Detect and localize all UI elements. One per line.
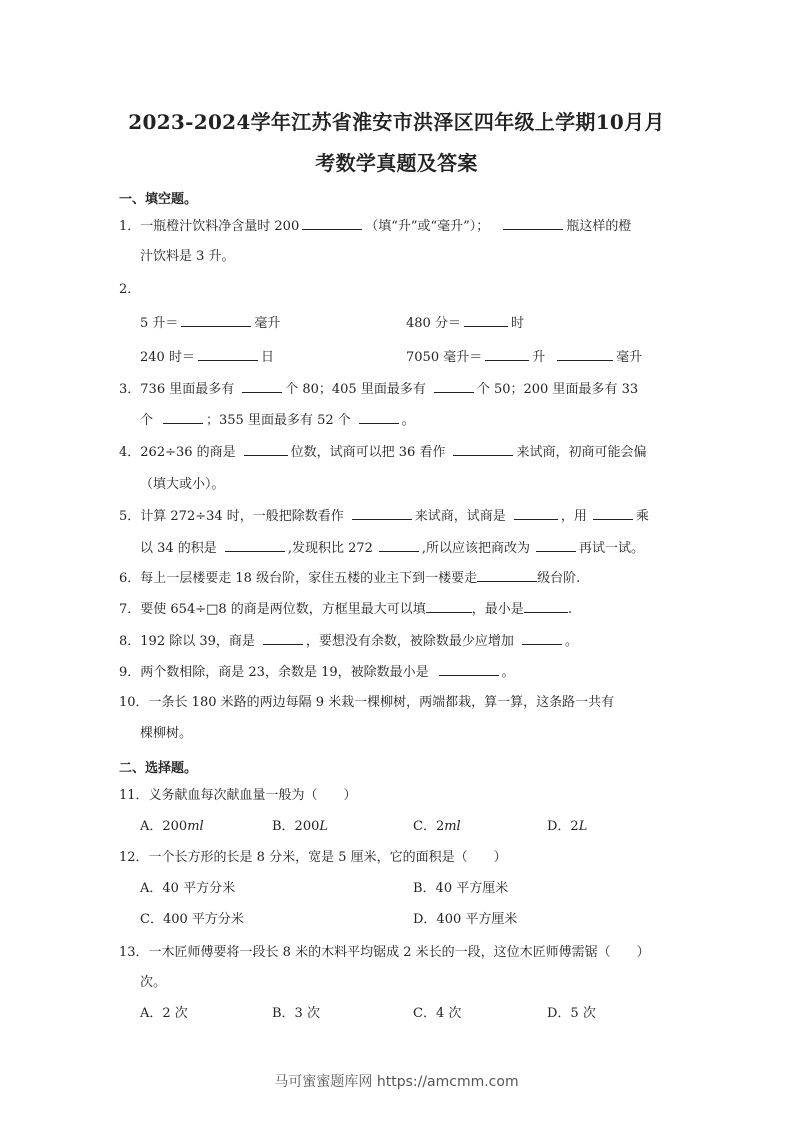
question-10-line-2 — [140, 726, 192, 742]
question-4-line-2: （填大或小）。 — [140, 477, 225, 492]
q12-option-b[interactable]: B．40 平方厘米 — [413, 881, 509, 896]
q5-text: 再试一试。 — [579, 541, 645, 556]
section-fill-blank-heading: 一、填空题。 — [119, 192, 198, 207]
option-text: B．200 — [272, 819, 320, 834]
q5-text: ,所以应该把商改为 — [421, 541, 531, 556]
q4-text: 位数，试商可以把 36 看作 — [290, 445, 446, 460]
question-1-line-1 — [119, 218, 631, 235]
question-2-number: 2． — [119, 282, 141, 297]
answer-blank[interactable] — [522, 633, 562, 645]
q2-unit: 升 — [532, 350, 546, 365]
q12-option-d[interactable]: D．400 平方厘米 — [413, 912, 518, 927]
question-1-line-2: 汁饮料是 3 升。 — [140, 249, 235, 264]
q1-text-c: 瓶这样的橙 — [566, 219, 632, 234]
q5-text: 以 34 的积是 — [140, 541, 217, 556]
question-4-line-1 — [119, 444, 646, 461]
q11-option-a[interactable] — [140, 819, 204, 835]
answer-blank[interactable] — [503, 218, 563, 230]
question-3-line-2 — [140, 412, 415, 429]
q3-text: 个 80；405 里面最多有 — [285, 382, 426, 397]
q2-label: 5 升＝ — [140, 316, 179, 331]
q2-row1-left — [140, 315, 280, 332]
q7-text: 7．要使 654÷□8 的商是两位数，方框里最大可以填 — [119, 602, 426, 617]
answer-blank[interactable] — [536, 540, 576, 552]
question-8 — [119, 633, 578, 650]
q2-unit: 毫升 — [254, 316, 281, 331]
option-unit: ml — [444, 819, 461, 834]
answer-blank[interactable] — [352, 508, 412, 520]
q2-row2-right — [406, 349, 642, 366]
q2-row1-right — [406, 315, 524, 332]
answer-blank[interactable] — [439, 664, 499, 676]
q10-text: 棵柳树。 — [140, 726, 193, 741]
answer-blank[interactable] — [434, 381, 474, 393]
q13-option-b[interactable]: B．3 次 — [272, 1006, 320, 1021]
q5-text: ,发现积比 272 — [287, 541, 373, 556]
title-line-1: 2023-2024学年江苏省淮安市洪泽区四年级上学期10月月 — [128, 110, 665, 134]
q7-text: ，最小是 — [471, 602, 524, 617]
option-text: D．2 — [547, 819, 579, 834]
option-unit: L — [578, 819, 588, 834]
answer-blank[interactable] — [263, 633, 303, 645]
section-choice-heading: 二、选择题。 — [119, 761, 198, 776]
question-5-line-2 — [140, 540, 644, 557]
option-text: C．2 — [413, 819, 445, 834]
answer-blank[interactable] — [359, 412, 399, 424]
q2-label: 240 时＝ — [140, 350, 195, 365]
q3-text: ；355 里面最多有 52 个 — [206, 413, 351, 428]
q5-text: ，用 — [560, 509, 587, 524]
q7-text: . — [567, 602, 572, 617]
q12-option-c[interactable]: C．400 平方分米 — [140, 912, 244, 927]
q6-text: 6．每上一层楼要走 18 级台阶，家住五楼的业主下到一楼要走 — [119, 571, 478, 586]
q5-text: 乘 — [635, 509, 649, 524]
answer-blank[interactable] — [181, 315, 251, 327]
answer-blank[interactable] — [524, 601, 568, 613]
q3-text: 3．736 里面最多有 — [119, 382, 235, 397]
q1-text-b: （填“升”或“毫升”）； — [365, 219, 490, 234]
q13-option-a[interactable]: A．2 次 — [140, 1006, 188, 1021]
option-unit: ml — [187, 819, 204, 834]
q8-text: 。 — [564, 634, 578, 649]
question-10-line-1: 10．一条长 180 米路的两边每隔 9 米栽一棵柳树，两端都栽，算一算，这条路一共有 — [119, 695, 615, 710]
q2-label: 480 分＝ — [406, 316, 461, 331]
q3-text: 个 50；200 里面最多有 33 — [476, 382, 639, 397]
q6-text: 级台阶. — [537, 571, 581, 586]
question-7 — [119, 601, 572, 618]
question-13-stem-line-1: 13．一木匠师傅要将一段长 8 米的木料平均锯成 2 米长的一段，这位木匠师傅需锯（ ） — [119, 945, 650, 960]
question-5-line-1 — [119, 508, 649, 525]
q5-text: 5．计算 272÷34 时，一般把除数看作 — [119, 509, 344, 524]
q11-option-d[interactable] — [547, 819, 587, 835]
question-9 — [119, 664, 515, 681]
answer-blank[interactable] — [379, 540, 419, 552]
question-3-line-1 — [119, 381, 638, 398]
q9-text: 。 — [501, 665, 515, 680]
answer-blank[interactable] — [593, 508, 633, 520]
answer-blank[interactable] — [477, 570, 537, 582]
q3-text: 。 — [401, 413, 415, 428]
answer-blank[interactable] — [514, 508, 558, 520]
q13-option-c[interactable]: C．4 次 — [413, 1006, 462, 1021]
q8-text: ，要想没有余数，被除数最少应增加 — [305, 634, 514, 649]
q13-option-d[interactable]: D．5 次 — [547, 1006, 596, 1021]
option-unit: L — [319, 819, 329, 834]
answer-blank[interactable] — [244, 444, 288, 456]
answer-blank[interactable] — [464, 315, 508, 327]
answer-blank[interactable] — [225, 540, 285, 552]
question-13-stem-line-2: 次。 — [140, 975, 167, 990]
answer-blank[interactable] — [242, 381, 282, 393]
q8-text: 8．192 除以 39，商是 — [119, 634, 255, 649]
answer-blank[interactable] — [302, 218, 362, 230]
answer-blank[interactable] — [557, 349, 613, 361]
footer-watermark: 马可蜜蜜题库网 https://amcmm.com — [274, 1074, 519, 1090]
q2-row2-left — [140, 349, 274, 366]
q9-text: 9．两个数相除，商是 23，余数是 19，被除数最小是 — [119, 665, 429, 680]
q11-option-c[interactable] — [413, 819, 461, 835]
q4-text: 4．262÷36 的商是 — [119, 445, 236, 460]
q11-option-b[interactable] — [272, 819, 328, 835]
q2-unit: 日 — [260, 350, 274, 365]
question-12-stem: 12．一个长方形的长是 8 分米，宽是 5 厘米，它的面积是（ ） — [119, 850, 507, 865]
answer-blank[interactable] — [426, 601, 472, 613]
answer-blank[interactable] — [198, 349, 258, 361]
q2-label: 7050 毫升＝ — [406, 350, 483, 365]
option-text: A．200 — [140, 819, 188, 834]
q1-text-a: 1．一瓶橙汁饮料净含量时 200 — [119, 219, 300, 234]
answer-blank[interactable] — [485, 349, 529, 361]
question-6 — [119, 570, 580, 587]
q3-text: 个 — [140, 413, 154, 428]
question-11-stem: 11．义务献血每次献血量一般为（ ） — [119, 788, 357, 803]
answer-blank[interactable] — [453, 444, 513, 456]
q5-text: 来试商，试商是 — [414, 509, 506, 524]
q12-option-a[interactable]: A．40 平方分米 — [140, 881, 236, 896]
q2-unit: 毫升 — [616, 350, 643, 365]
title-line-2: 考数学真题及答案 — [315, 151, 478, 175]
q4-text: 来试商，初商可能会偏 — [516, 445, 647, 460]
answer-blank[interactable] — [163, 412, 203, 424]
q2-unit: 时 — [510, 316, 524, 331]
